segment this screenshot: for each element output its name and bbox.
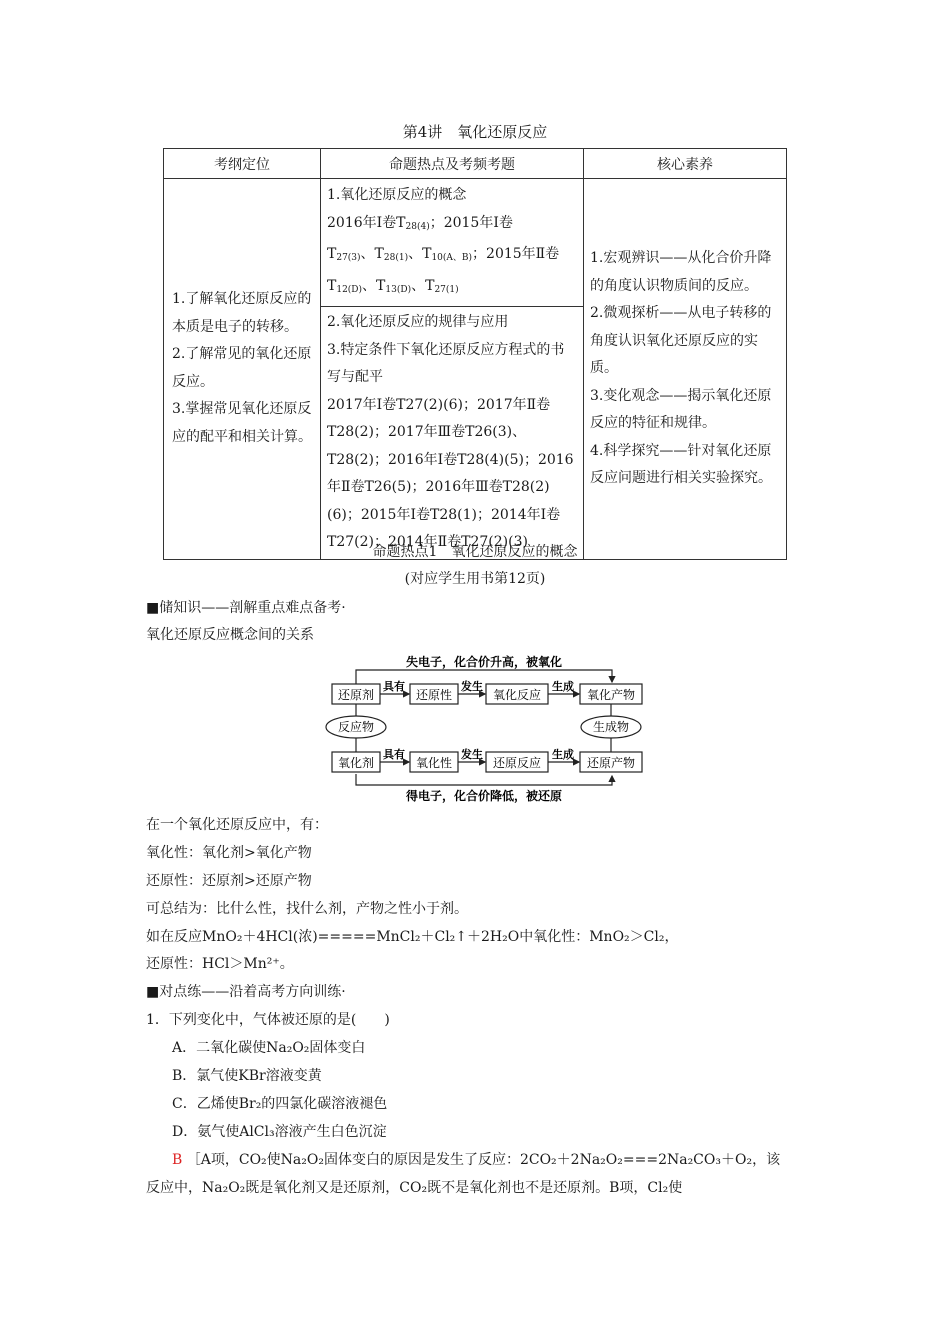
section-page-ref: (对应学生用书第12页) [404, 571, 546, 587]
competency-item: 3.变化观念——揭示氧化还原反应的特征和规律。 [590, 387, 772, 431]
document-title: 第4讲 氧化还原反应 [402, 123, 548, 141]
option-d: D．氨气使AlCl₃溶液产生白色沉淀 [172, 1124, 387, 1140]
syllabus-cell [164, 179, 321, 560]
diagram-bottom-label: 得电子，化合价降低，被还原 [405, 789, 563, 803]
competency-item: 4.科学探究——针对氧化还原反应问题进行相关实验探究。 [590, 442, 772, 486]
diagram-oxidizability: 氧化性 [415, 756, 453, 770]
hotspot-block-1 [321, 179, 583, 307]
table-header-hotspots: 命题热点及考频考题 [321, 149, 584, 179]
diagram-reductant: 还原剂 [337, 688, 375, 702]
diagram-reactant-oval: 反应物 [337, 720, 375, 734]
diagram-reducibility: 还原性 [415, 688, 453, 702]
competency-item: 2.微观探析——从电子转移的角度认识氧化还原反应的实质。 [590, 305, 772, 376]
answer-letter: B [172, 1152, 183, 1168]
option-a: A．二氧化碳使Na₂O₂固体变白 [172, 1040, 366, 1056]
hotspot-block-2 [321, 307, 583, 559]
hotspot-ref-line: 2016年Ⅰ卷$T_{28(4)}$；2015年Ⅰ卷 [327, 214, 513, 232]
text-line: 还原性：HCl＞Mn²⁺。 [146, 956, 294, 972]
competency-item: 1.宏观辨识——从化合价升降的角度认识物质间的反应。 [590, 250, 772, 294]
diagram-top-label: 失电子，化合价升高，被氧化 [405, 655, 563, 669]
knowledge-subtitle: 氧化还原反应概念间的关系 [146, 627, 314, 643]
hotspot-refs: 2017年Ⅰ卷T27(2)(6)；2017年Ⅱ卷T28(2)；2017年Ⅲ卷T26(3)、T28(2)；2016年Ⅰ卷T28(4)(5)；2016年Ⅱ卷T26(5)；2016年Ⅲ卷T28(2)(6)；2015年Ⅰ卷T28(1)；2014年Ⅰ卷T27(2)；2014年Ⅱ卷T27(2)(3) [327, 396, 574, 550]
table-header-syllabus: 考纲定位 [164, 149, 321, 179]
diagram-reduction-reaction: 还原反应 [492, 756, 542, 770]
diagram-arrow-produce-2: 生成 [552, 748, 574, 761]
competency-cell [584, 179, 787, 560]
answer-explanation-line: B ［A项，CO₂使Na₂O₂固体变白的原因是发生了反应：2CO₂＋2Na₂O₂===2Na₂CO₃＋O₂，该 [172, 1152, 781, 1168]
syllabus-table [163, 148, 787, 560]
diagram-oxidation-product: 氧化产物 [586, 688, 636, 702]
diagram-arrow-has-2: 具有 [383, 748, 405, 761]
diagram-arrow-undergo-2: 发生 [461, 748, 483, 761]
syllabus-item: 1.了解氧化还原反应的本质是电子的转移。 [172, 291, 312, 335]
text-line: 还原性：还原剂>还原产物 [146, 873, 312, 889]
hotspot-title: 2.氧化还原反应的规律与应用 [327, 314, 509, 330]
option-c: C．乙烯使Br₂的四氯化碳溶液褪色 [172, 1096, 388, 1112]
diagram-oxidant: 氧化剂 [337, 756, 375, 770]
diagram-arrow-undergo: 发生 [461, 680, 483, 693]
syllabus-item: 2.了解常见的氧化还原反应。 [172, 346, 312, 390]
diagram-product-oval: 生成物 [592, 720, 630, 734]
option-b: B．氯气使KBr溶液变黄 [172, 1068, 322, 1084]
hotspot-ref-line: $T_{12(D)}$、$T_{13(D)}$、$T_{27(1)}$ [327, 277, 459, 295]
text-line: 氧化性：氧化剂>氧化产物 [146, 845, 312, 861]
diagram-oxidation-reaction: 氧化反应 [492, 688, 542, 702]
diagram-arrow-has: 具有 [383, 680, 405, 693]
question-stem: 1．下列变化中，气体被还原的是( ) [146, 1012, 390, 1028]
text-line: 在一个氧化还原反应中，有： [146, 817, 328, 833]
hotspot-title: 1.氧化还原反应的概念 [327, 187, 467, 203]
diagram-reduction-product: 还原产物 [586, 756, 636, 770]
practice-header: ■对点练——沿着高考方向训练· [146, 984, 346, 1000]
syllabus-item: 3.掌握常见氧化还原反应的配平和相关计算。 [172, 401, 312, 445]
table-header-competency: 核心素养 [584, 149, 787, 179]
hotspot-cell [321, 179, 584, 560]
diagram-arrow-produce: 生成 [552, 680, 574, 693]
knowledge-header: ■储知识——剖解重点难点备考· [146, 600, 346, 616]
section-title: 命题热点1 氧化还原反应的概念 [372, 544, 578, 560]
concept-diagram [322, 650, 644, 804]
hotspot-title: 3.特定条件下氧化还原反应方程式的书写与配平 [327, 341, 565, 385]
answer-explanation-line: 反应中，Na₂O₂既是氧化剂又是还原剂，CO₂既不是氧化剂也不是还原剂。B项，Cl₂使 [146, 1180, 683, 1196]
text-line: 如在反应MnO₂＋4HCl(浓)=====MnCl₂＋Cl₂↑＋2H₂O中氧化性：MnO₂＞Cl₂， [146, 929, 679, 945]
text-line: 可总结为：比什么性，找什么剂，产物之性小于剂。 [146, 901, 468, 917]
hotspot-ref-line: $T_{27(3)}$、$T_{28(1)}$、$T_{10(A、B)}$；2015年Ⅱ卷 [327, 246, 560, 263]
